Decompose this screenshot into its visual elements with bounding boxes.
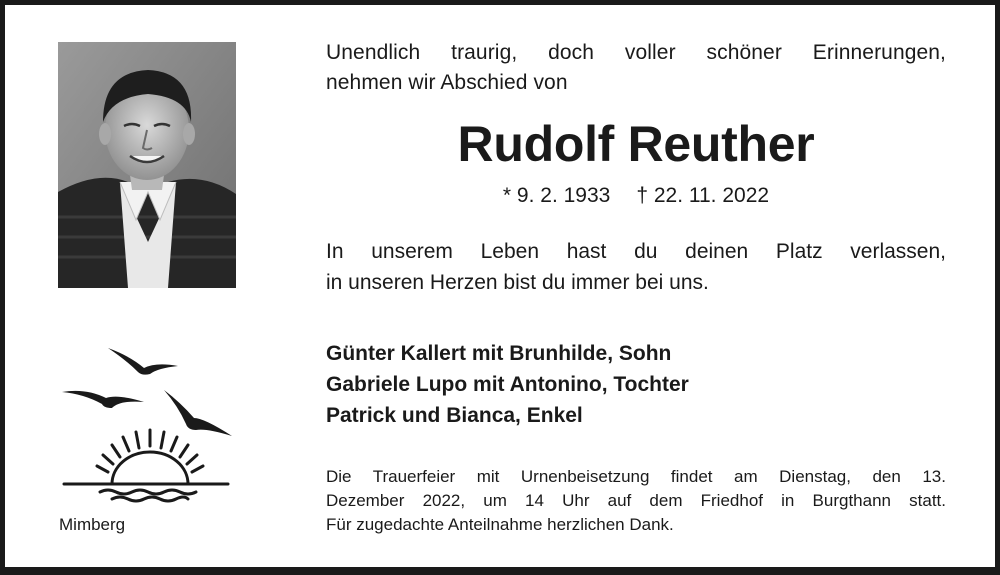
death-date: † 22. 11. 2022 [636, 184, 770, 207]
mourners-list [326, 338, 946, 431]
memorial-verse [326, 236, 946, 298]
notice-line-2: Dezember 2022, um 14 Uhr auf dem Friedhof in Burgthann statt. [326, 491, 946, 510]
verse-line-2: in unseren Herzen bist du immer bei uns. [326, 271, 709, 294]
life-dates [326, 182, 946, 210]
obituary-card [5, 5, 995, 567]
funeral-notice [326, 465, 946, 537]
mourner-line: Patrick und Bianca, Enkel [326, 404, 583, 427]
verse-line-1: In unserem Leben hast du deinen Platz verlassen, [326, 240, 946, 263]
notice-line-3: Für zugedachte Anteilnahme herzlichen Dank. [326, 515, 674, 534]
mourner-line: Gabriele Lupo mit Antonino, Tochter [326, 373, 689, 396]
intro-line-1: Unendlich traurig, doch voller schöner Erinnerungen, [326, 41, 946, 64]
intro-text [326, 38, 946, 98]
place-name: Mimberg [59, 515, 126, 534]
notice-line-1: Die Trauerfeier mit Urnenbeisetzung findet am Dienstag, den 13. [326, 467, 946, 486]
intro-line-2: nehmen wir Abschied von [326, 71, 568, 94]
birds-over-sunset-icon [60, 338, 240, 508]
deceased-name: Rudolf Reuther [457, 116, 815, 172]
birth-date: * 9. 2. 1933 [502, 184, 611, 207]
portrait-photo [58, 42, 236, 288]
mourner-line: Günter Kallert mit Brunhilde, Sohn [326, 342, 672, 365]
